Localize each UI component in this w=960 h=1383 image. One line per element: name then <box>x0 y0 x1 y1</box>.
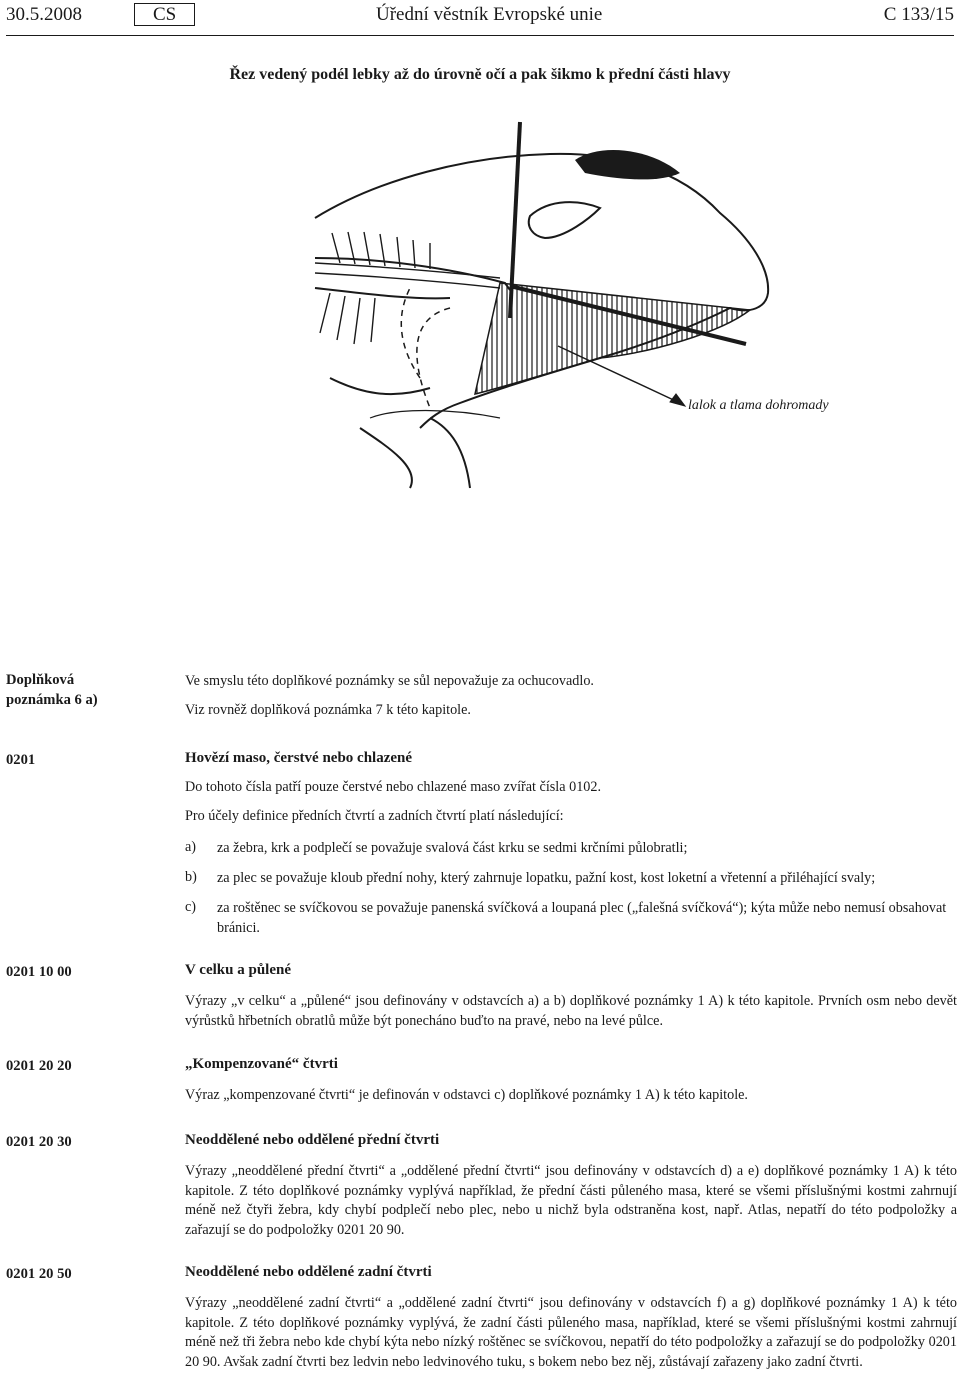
code-0201: 0201 <box>6 752 36 768</box>
item-text-c: za roštěnec se svíčkovou se považuje panenská svíčková a loupaná plec („falešná svíčková“); kýta může nebo nemusí obsahovat bránici. <box>217 900 947 936</box>
page-reference: C 133/15 <box>883 4 954 25</box>
text-0201-10-00: Výrazy „v celku“ a „půlené“ jsou definovány v odstavcích a) a b) doplňkové poznámky 1 A) k této kapitole. Prvních osm nebo devět výrůstků hřbetních obratlů může být ponecháno buďto na pravé, nebo na levé půlce. <box>185 993 957 1029</box>
beef-head-cut-illustration <box>300 118 790 490</box>
code-0201-20-20: 0201 20 20 <box>6 1058 72 1074</box>
figure-caption: Řez vedený podél lebky až do úrovně očí a pak šikmo k přední části hlavy <box>229 66 731 83</box>
code-0201-20-30: 0201 20 30 <box>6 1134 72 1150</box>
language-badge <box>134 2 195 28</box>
text-0201-20-20: Výraz „kompenzované čtvrti“ je definován v odstavci c) doplňkové poznámky 1 A) k této kapitole. <box>185 1087 748 1103</box>
note-6a-line-1: Ve smyslu této doplňkové poznámky se sůl nepovažuje za ochucovadlo. <box>185 673 594 689</box>
figure-label: lalok a tlama dohromady <box>688 398 829 413</box>
item-text-a: za žebra, krk a podplečí se považuje svalová část krku se sedmi krčními půlobratli; <box>217 840 688 856</box>
header-date: 30.5.2008 <box>6 4 82 25</box>
cheek-and-muzzle-region <box>475 283 750 394</box>
journal-title: Úřední věstník Evropské unie <box>376 4 603 25</box>
ear-shape <box>575 150 680 179</box>
language-code: CS <box>134 3 195 26</box>
item-text-b: za plec se považuje kloub přední nohy, který zahrnuje lopatku, pažní kost, kost loketní a vřetenní a přiléhající svaly; <box>217 870 876 886</box>
text-0201-p2: Pro účely definice předních čtvrtí a zadních čtvrtí platí následující: <box>185 808 564 824</box>
eye-shape <box>529 202 600 238</box>
header-rule <box>6 35 954 36</box>
heading-0201-20-30: Neoddělené nebo oddělené přední čtvrti <box>185 1132 440 1148</box>
heading-0201-20-50: Neoddělené nebo oddělené zadní čtvrti <box>185 1264 432 1280</box>
text-0201-20-30: Výrazy „neoddělené přední čtvrti“ a „oddělené přední čtvrti“ jsou definovány v odstavcích d) a e) doplňkové poznámky 1 A) k této kapitole. Z této doplňkové poznámky vyplývá například, že přední části půleného masa, které se všemi příslušnými kostmi zahrnují méně než čtyři žebra, kdy chybí podplečí nebo plec, nebo u nichž byla odstraněna kost, např. Atlas, nepatří do této podpoložky a zařazují se do podpoložky 0201 20 90. <box>185 1163 957 1238</box>
note-6a-code: Doplňková poznámka 6 a) <box>6 672 98 708</box>
vertebrae-column <box>315 232 500 344</box>
item-label-b: b) <box>185 869 197 885</box>
text-0201-20-50: Výrazy „neoddělené zadní čtvrti“ a „oddělené zadní čtvrti“ jsou definovány v odstavcích f) a g) doplňkové poznámky 1 A) k této kapitole. Z této doplňkové poznámky vyplývá, že zadní části půleného masa, například, které se všemi příslušnými kostmi zahrnují méně než tři žebra nebo kde chybí kýta nebo nízký roštěnec se svíčkovou, nepatří do této podpoložky a zařazují se do podpoložky 0201 20 90. Avšak zadní čtvrti bez ledvin nebo ledvinového tuku, s bokem nebo bez něj, zůstávají zařazeny jako zadní čtvrti. <box>185 1295 957 1370</box>
item-label-c: c) <box>185 899 197 915</box>
neck-region <box>360 411 500 489</box>
code-0201-20-50: 0201 20 50 <box>6 1266 72 1282</box>
heading-0201: Hovězí maso, čerstvé nebo chlazené <box>185 750 413 766</box>
text-0201-p1: Do tohoto čísla patří pouze čerstvé nebo chlazené maso zvířat čísla 0102. <box>185 779 602 795</box>
item-label-a: a) <box>185 839 197 855</box>
note-6a-line-2: Viz rovněž doplňková poznámka 7 k této kapitole. <box>185 702 471 718</box>
code-0201-10-00: 0201 10 00 <box>6 964 72 980</box>
heading-0201-20-20: „Kompenzované“ čtvrti <box>185 1056 338 1072</box>
heading-0201-10-00: V celku a půlené <box>185 962 291 978</box>
